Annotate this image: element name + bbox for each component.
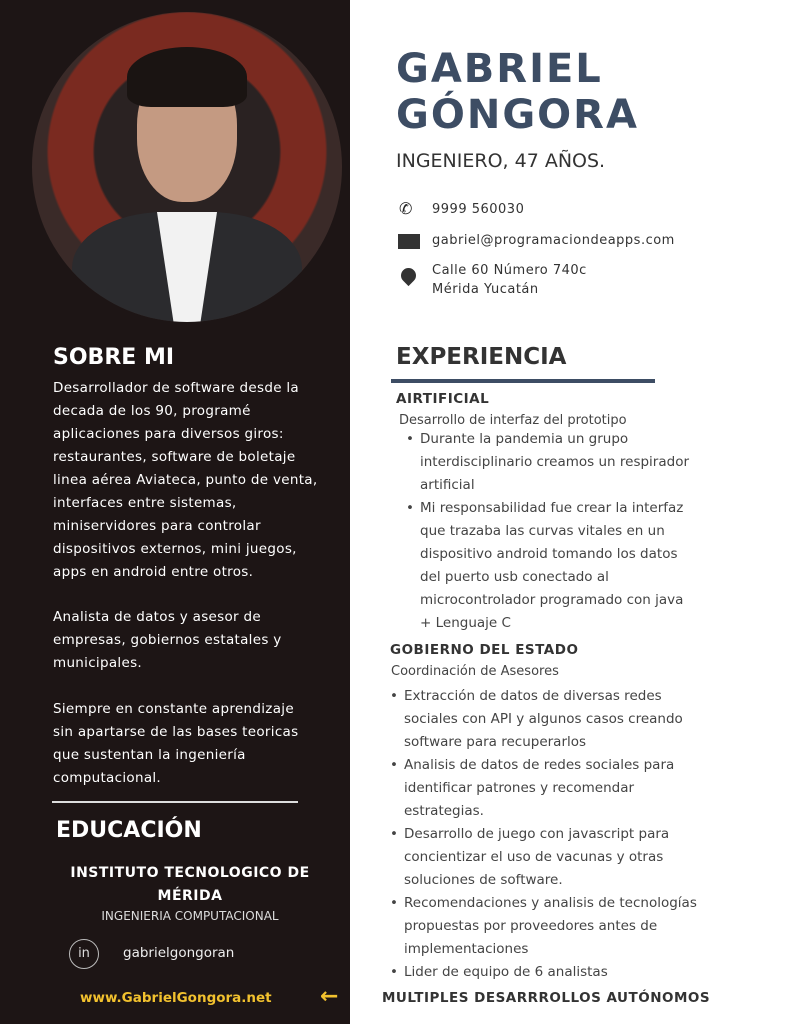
degree: INGENIERIA COMPUTACIONAL — [101, 909, 279, 923]
address-line-2: Mérida Yucatán — [432, 282, 539, 297]
company-name: GOBIERNO DEL ESTADO — [390, 642, 579, 658]
list-item: • Extracción de datos de diversas redes sociales con API y algunos casos creando software para recuperarlos — [388, 685, 708, 754]
arrow-left-icon: ← — [320, 984, 339, 1009]
list-item: • Lider de equipo de 6 analistas — [388, 961, 708, 984]
school-name: INSTITUTO TECNOLOGICO DE MÉRIDA — [70, 865, 310, 904]
list-item: • Analisis de datos de redes sociales para identificar patrones y recomendar estrategias. — [388, 754, 708, 823]
job-bullets — [404, 428, 694, 635]
linkedin-handle[interactable]: gabrielgongoran — [123, 945, 235, 961]
about-paragraph: Analista de datos y asesor de empresas, gobiernos estatales y municipales. — [53, 609, 282, 671]
job-role: Coordinación de Asesores — [391, 664, 559, 679]
address-line-1: Calle 60 Número 740c — [432, 263, 587, 278]
divider — [52, 801, 298, 803]
linkedin-icon: in — [69, 939, 99, 969]
experience-title: EXPERIENCIA — [396, 344, 567, 370]
list-item: • Recomendaciones y analisis de tecnologías propuestas por proveedores antes de implementaciones — [388, 892, 708, 961]
list-item: • Desarrollo de juego con javascript para concientizar el uso de vacunas y otras soluciones de software. — [388, 823, 708, 892]
email[interactable]: gabriel@programaciondeapps.com — [432, 233, 675, 248]
subtitle: INGENIERO, 47 AÑOS. — [396, 150, 606, 172]
email-icon — [398, 234, 420, 249]
profile-photo — [32, 12, 342, 322]
phone-icon: ✆ — [399, 199, 413, 218]
location-pin-icon — [398, 265, 419, 286]
job-bullets — [388, 685, 708, 984]
education-title: EDUCACIÓN — [56, 818, 202, 843]
company-name: AIRTIFICIAL — [396, 391, 490, 407]
about-title: SOBRE MI — [53, 345, 175, 370]
about-paragraph: Siempre en constante aprendizaje sin apartarse de las bases teoricas que sustentan la ingeniería computacional. — [53, 701, 299, 786]
last-name: GÓNGORA — [396, 92, 639, 138]
phone: 9999 560030 — [432, 202, 525, 217]
company-name: MULTIPLES DESARRROLLOS AUTÓNOMOS — [382, 990, 711, 1006]
first-name: GABRIEL — [396, 46, 603, 92]
website-link[interactable]: www.GabrielGongora.net — [80, 990, 272, 1006]
experience-underline — [391, 379, 655, 383]
job-role: Desarrollo de interfaz del prototipo — [399, 413, 627, 428]
about-paragraph: Desarrollador de software desde la decada de los 90, programé aplicaciones para diversos giros: restaurantes, software de boletaje linea aérea Aviateca, punto de venta, interfaces entre sistemas, miniservidores para controlar dispositivos externos, mini juegos, apps en android entre otros. — [53, 380, 318, 580]
list-item: • Durante la pandemia un grupo interdisciplinario creamos un respirador artificial — [404, 428, 694, 497]
list-item: • Mi responsabilidad fue crear la interfaz que trazaba las curvas vitales en un dispositivo android tomando los datos del puerto usb conectado al microcontrolador programado con java + Lenguaje C — [404, 497, 694, 635]
